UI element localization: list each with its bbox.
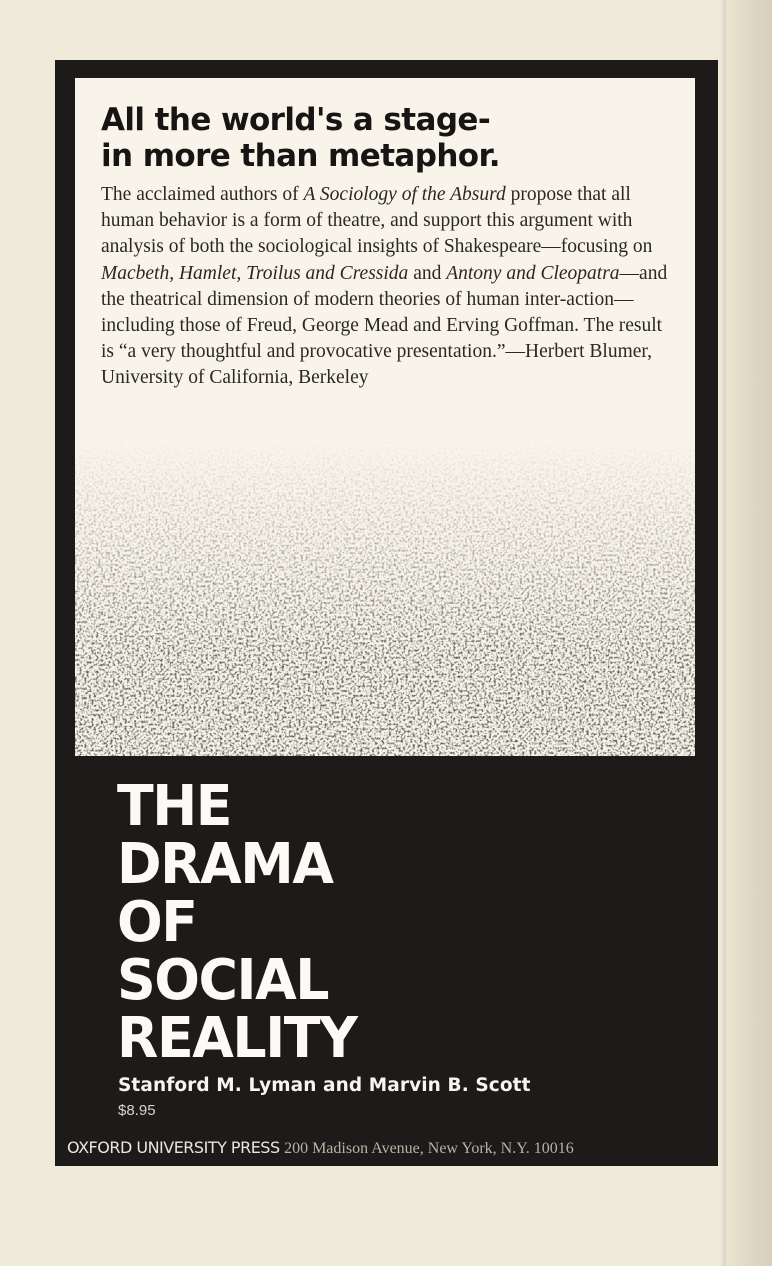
facing-page-edge (726, 0, 772, 1266)
title-line-4: SOCIAL (117, 948, 329, 1013)
body-copy (101, 182, 671, 392)
play-titles-1: Macbeth, Hamlet, Troilus and Cressida (101, 262, 409, 284)
publisher-line (67, 1138, 707, 1158)
copy-block (101, 102, 671, 392)
body-part-4: —and the theatrical dimension of modern theories of human inter-action—including those of Freud, George Mead and Erving Goffman. The result is “a very thoughtful and provocative presentation.”—Herbert Blumer, University of California, Berkeley (101, 262, 668, 389)
price: $8.95 (118, 1102, 156, 1119)
upper-panel (75, 78, 695, 756)
body-part-3: and (408, 262, 447, 284)
title-line-3: OF (117, 890, 197, 955)
speckle-texture (75, 438, 695, 756)
authors: Stanford M. Lyman and Marvin B. Scott (118, 1075, 531, 1096)
title-line-2: DRAMA (117, 832, 333, 897)
book-title (117, 774, 357, 1071)
publisher-name: OXFORD UNIVERSITY PRESS (67, 1138, 280, 1157)
headline-line-2: in more than metaphor. (101, 138, 500, 174)
gutter-shadow (720, 0, 726, 1266)
publisher-address: 200 Madison Avenue, New York, N.Y. 10016 (284, 1140, 574, 1157)
play-titles-2: Antony and Cleopatra (446, 262, 620, 284)
body-part-2: propose that all human behavior is a form of theatre, and support this argument with analysis of both the sociological insights of Shakespeare—focusing on (101, 184, 653, 258)
headline (101, 102, 671, 174)
book-title-prior: A Sociology of the Absurd (303, 184, 506, 205)
headline-line-1: All the world's a stage- (101, 102, 491, 138)
title-line-1: THE (117, 774, 232, 839)
advertisement (55, 60, 718, 1166)
body-part-1: The acclaimed authors of (101, 184, 304, 205)
title-line-5: REALITY (117, 1006, 357, 1071)
